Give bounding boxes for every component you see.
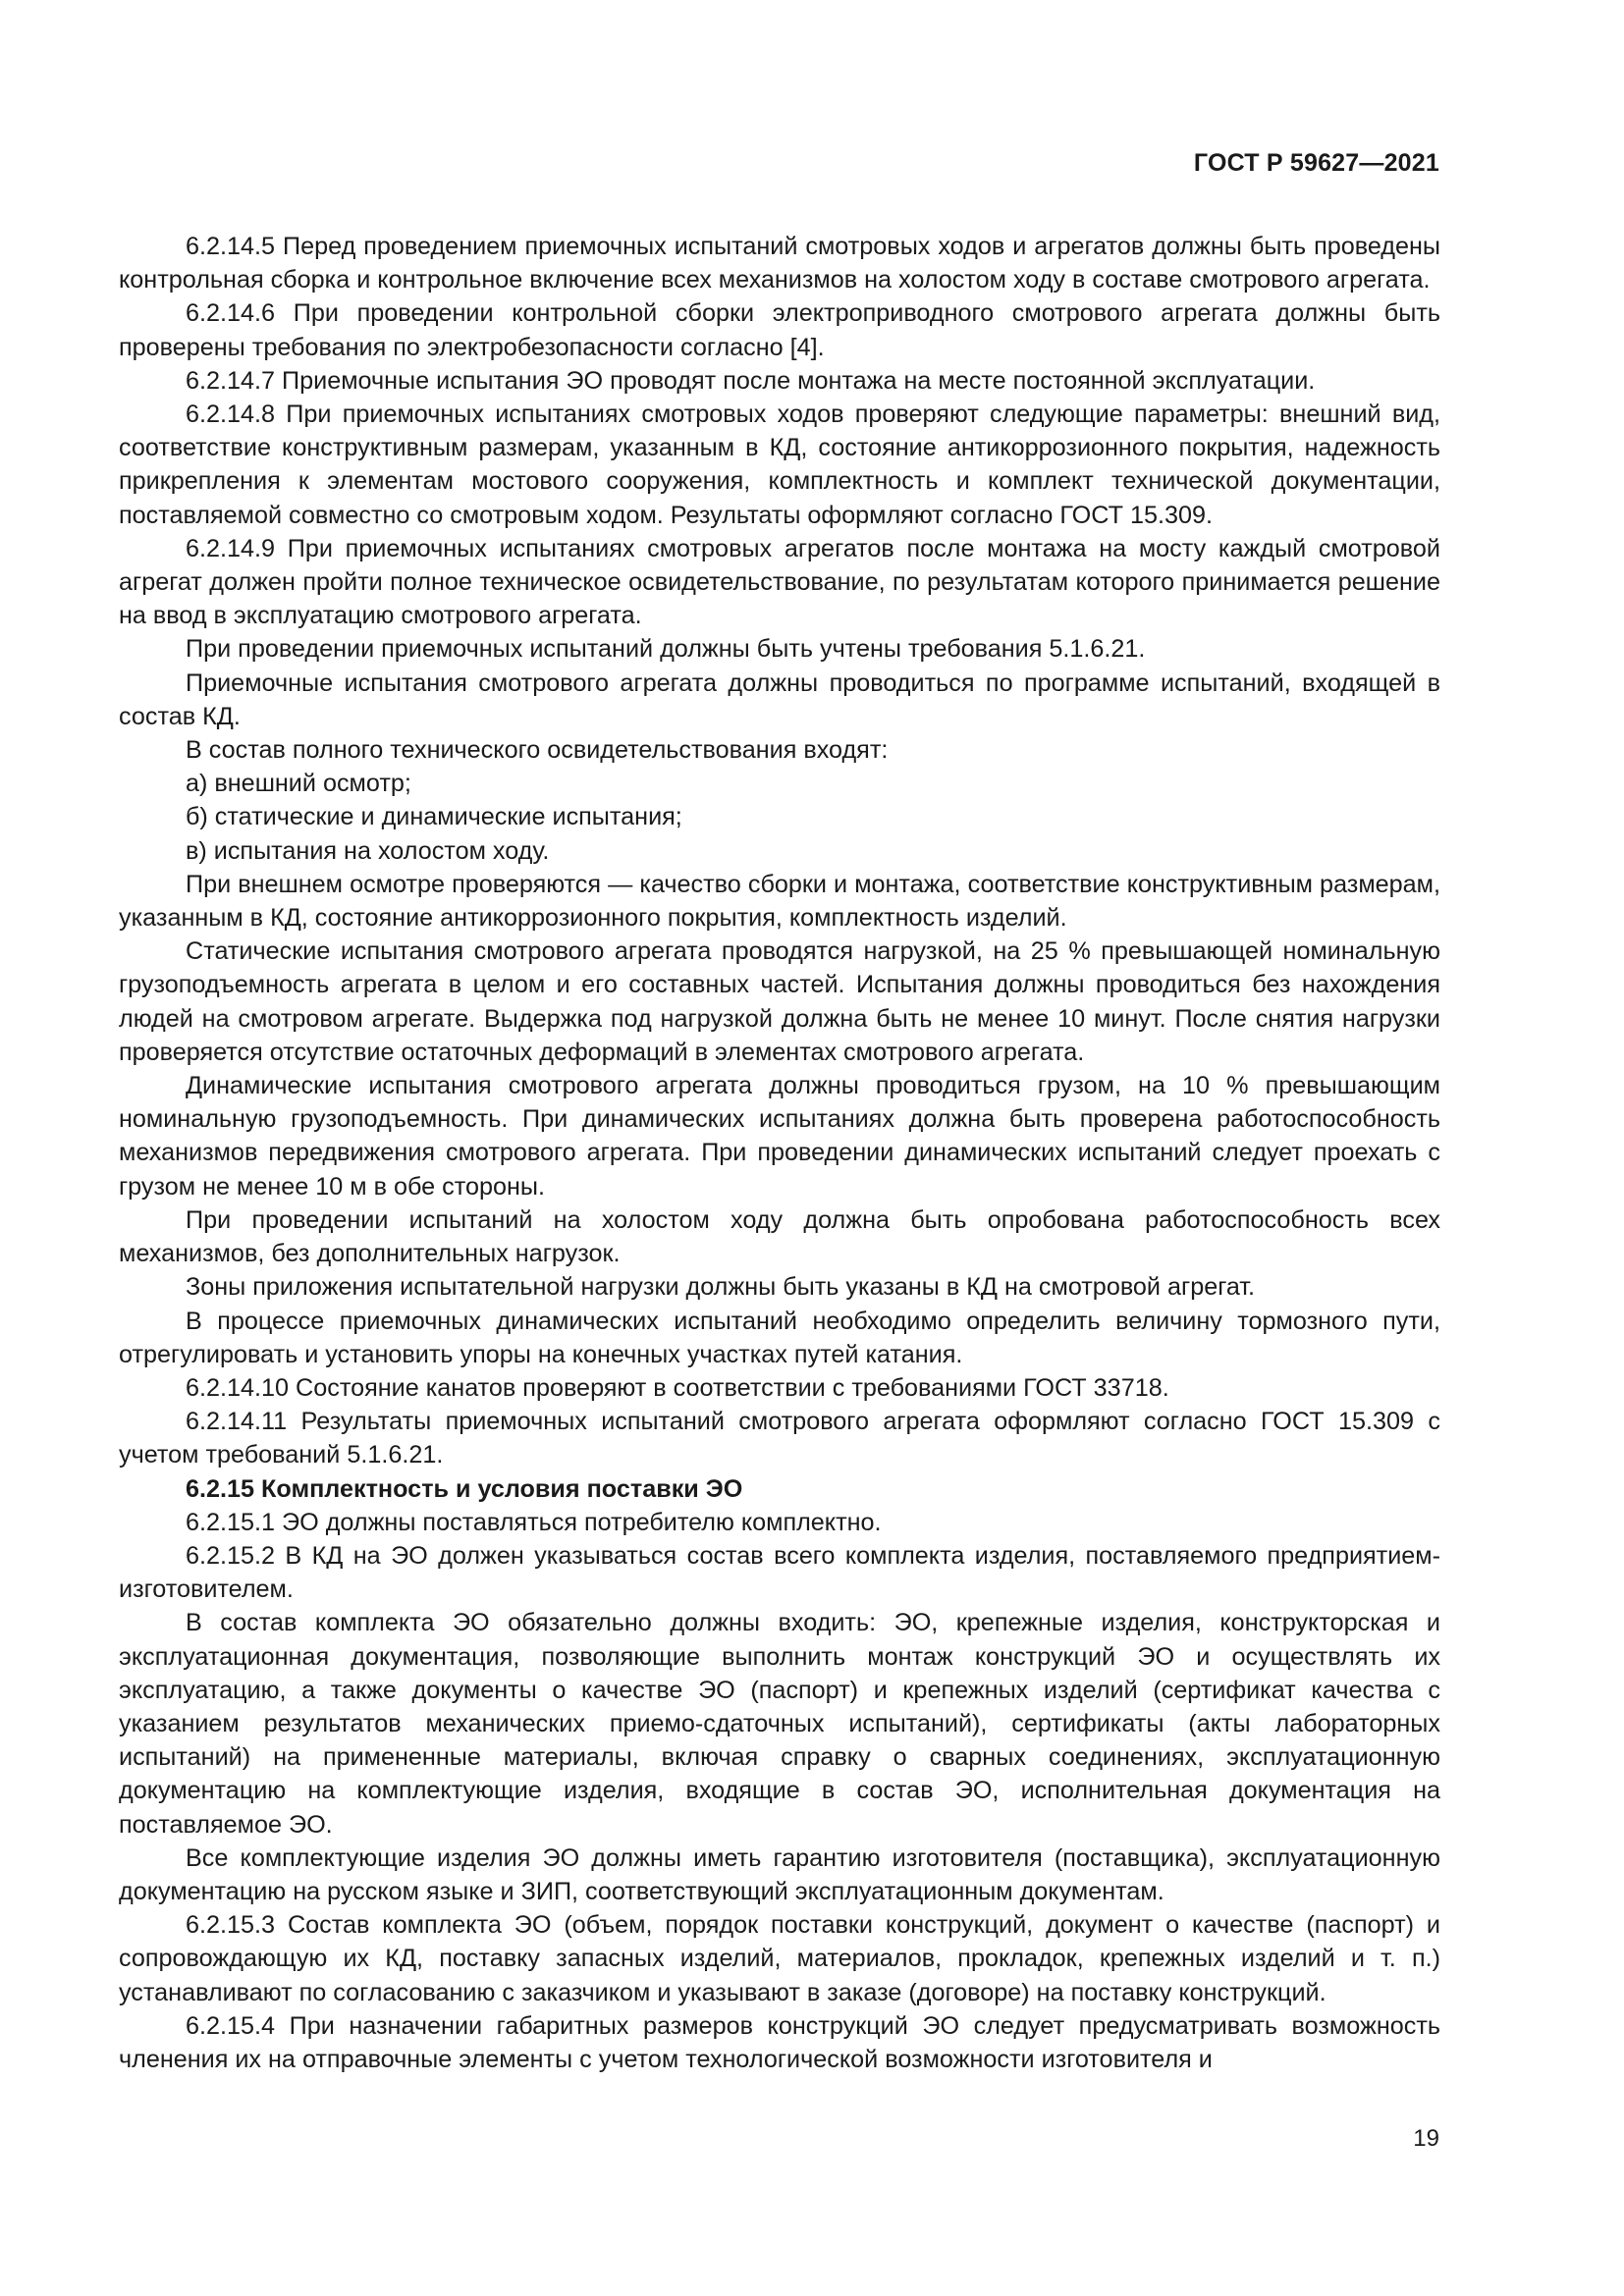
paragraph-6-2-15-3: 6.2.15.3 Состав комплекта ЭО (объем, порядок поставки конструкций, документ о качестве (паспорт) и сопровождающую их КД, поставку запасных изделий, материалов, прокладок, крепежных изделий и т. п.) устанавливают по согласованию с заказчиком и указывают в заказе (договоре) на поставку конструкций. — [119, 1911, 1440, 2006]
paragraph: Приемочные испытания смотрового агрегата должны проводиться по программе испытаний, входящей в состав КД. — [119, 668, 1440, 730]
paragraph-6-2-14-9: 6.2.14.9 При приемочных испытаниях смотровых агрегатов после монтажа на мосту каждый смотровой агрегат должен пройти полное техническое освидетельствование, по результатам которого принимается решение на ввод в эксплуатацию смотрового агрегата. — [119, 534, 1440, 630]
page-number: 19 — [1413, 2125, 1439, 2152]
paragraph: При внешнем осмотре проверяются — качество сборки и монтажа, соответствие конструктивным размерам, указанным в КД, состояние антикоррозионного покрытия, комплектность изделий. — [119, 870, 1440, 933]
paragraph: Зоны приложения испытательной нагрузки должны быть указаны в КД на смотровой агрегат. — [186, 1273, 1256, 1302]
paragraph: При проведении приемочных испытаний должны быть учтены требования 5.1.6.21. — [186, 635, 1146, 664]
paragraph-6-2-14-5: 6.2.14.5 Перед проведением приемочных испытаний смотровых ходов и агрегатов должны быть проведены контрольная сборка и контрольное включение всех механизмов на холостом ходу в составе смотрового агрегата. — [119, 233, 1440, 294]
section-heading-6-2-15: 6.2.15 Комплектность и условия поставки ЭО — [186, 1474, 743, 1503]
document-body — [119, 230, 1440, 2076]
paragraph-6-2-14-7: 6.2.14.7 Приемочные испытания ЭО проводят после монтажа на месте постоянной эксплуатации. — [186, 366, 1316, 395]
paragraph: Все комплектующие изделия ЭО должны иметь гарантию изготовителя (поставщика), эксплуатационную документацию на русском языке и ЗИП, соответствующий эксплуатационным документам. — [119, 1843, 1440, 1905]
paragraph: При проведении испытаний на холостом ходу должна быть опробована работоспособность всех механизмов, без дополнительных нагрузок. — [119, 1205, 1440, 1268]
list-item: а) внешний осмотр; — [186, 770, 411, 798]
paragraph: В состав комплекта ЭО обязательно должны входить: ЭО, крепежные изделия, конструкторская и эксплуатационная документация, позволяющие выполнить монтаж конструкций ЭО и осуществлять их эксплуатацию, а также документы о качестве ЭО (паспорт) и крепежных изделий (сертификат качества с указанием результатов механических приемо-сдаточных испытаний), сертификаты (акты лабораторных испытаний) на примененные материалы, включая справку о сварных соединениях, эксплуатационную документацию на комплектующие изделия, входящие в состав ЭО, исполнительная документация на поставляемое ЭО. — [119, 1609, 1440, 1839]
paragraph-6-2-14-10: 6.2.14.10 Состояние канатов проверяют в соответствии с требованиями ГОСТ 33718. — [186, 1373, 1169, 1402]
document-header: ГОСТ Р 59627—2021 — [1193, 149, 1439, 177]
list-item: в) испытания на холостом ходу. — [186, 836, 550, 865]
paragraph-6-2-15-1: 6.2.15.1 ЭО должны поставляться потребителю комплектно. — [186, 1508, 882, 1536]
paragraph-6-2-14-11: 6.2.14.11 Результаты приемочных испытаний смотрового агрегата оформляют согласно ГОСТ 15.309 с учетом требований 5.1.6.21. — [119, 1408, 1440, 1469]
paragraph: Динамические испытания смотрового агрегата должны проводиться грузом, на 10 % превышающим номинальную грузоподъемность. При динамических испытаниях должна быть проверена работоспособность механизмов передвижения смотрового агрегата. При проведении динамических испытаний следует проехать с грузом не менее 10 м в обе стороны. — [119, 1072, 1440, 1201]
paragraph-6-2-15-2: 6.2.15.2 В КД на ЭО должен указываться состав всего комплекта изделия, поставляемого предприятием-изготовителем. — [119, 1541, 1440, 1604]
paragraph: Статические испытания смотрового агрегата проводятся нагрузкой, на 25 % превышающей номинальную грузоподъемность агрегата в целом и его составных частей. Испытания должны проводиться без нахождения людей на смотровом агрегате. Выдержка под нагрузкой должна быть не менее 10 минут. После снятия нагрузки проверяется отсутствие остаточных деформаций в элементах смотрового агрегата. — [119, 937, 1440, 1066]
list-item: б) статические и динамические испытания; — [186, 803, 682, 831]
paragraph-6-2-14-6: 6.2.14.6 При проведении контрольной сборки электроприводного смотрового агрегата должны быть проверены требования по электробезопасности согласно [4]. — [119, 299, 1440, 361]
paragraph: В процессе приемочных динамических испытаний необходимо определить величину тормозного пути, отрегулировать и установить упоры на конечных участках путей катания. — [119, 1307, 1440, 1368]
paragraph: В состав полного технического освидетельствования входят: — [186, 736, 889, 765]
paragraph-6-2-14-8: 6.2.14.8 При приемочных испытаниях смотровых ходов проверяют следующие параметры: внешний вид, соответствие конструктивным размерам, указанным в КД, состояние антикоррозионного покрытия, надежность прикрепления к элементам мостового сооружения, комплектность и комплект технической документации, поставляемой совместно со смотровым ходом. Результаты оформляют согласно ГОСТ 15.309. — [119, 400, 1440, 529]
paragraph-6-2-15-4: 6.2.15.4 При назначении габаритных размеров конструкций ЭО следует предусматривать возможность членения их на отправочные элементы с учетом технологической возможности изготовителя и — [119, 2011, 1440, 2073]
